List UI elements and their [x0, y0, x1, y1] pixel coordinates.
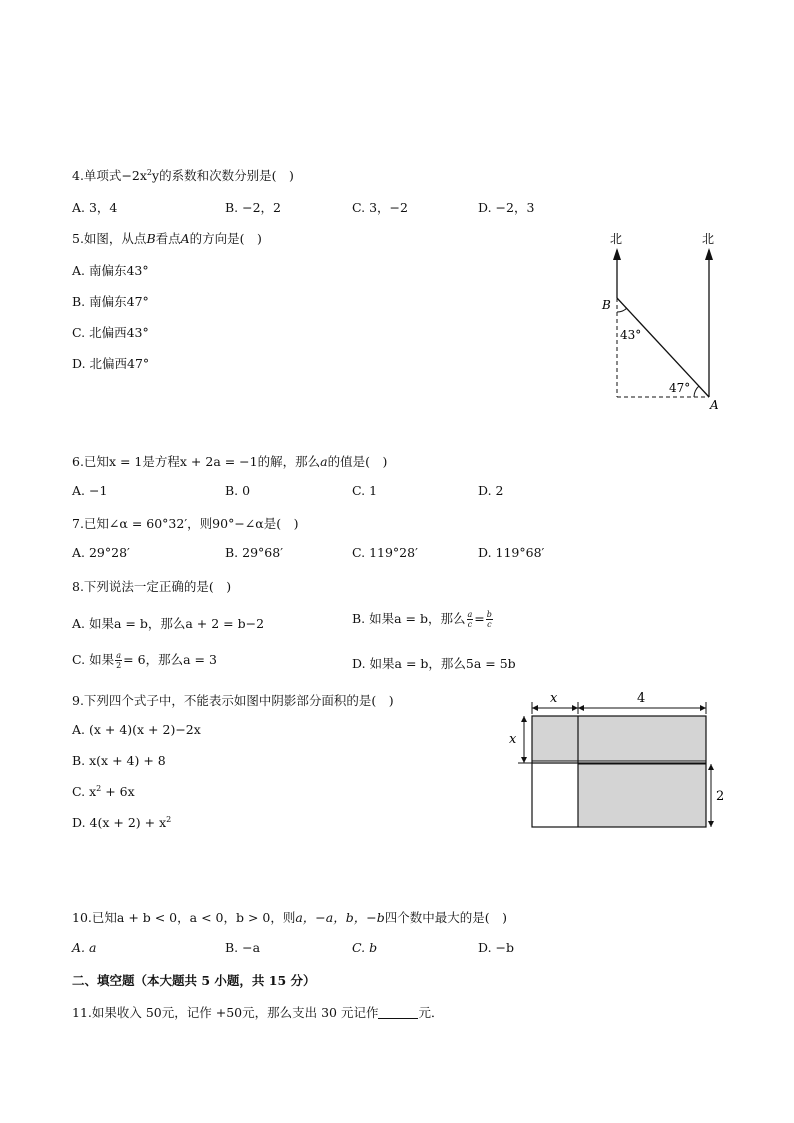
north-arrowhead-b-icon: [613, 248, 621, 260]
north-label-b: 北: [610, 232, 623, 246]
q4-option-d[interactable]: D. −2，3: [478, 200, 535, 215]
angle-47-label: 47°: [669, 381, 691, 395]
question-9-stem: 9.下列四个式子中，不能表示如图中阴影部分面积的是( ): [72, 693, 394, 708]
north-label-a: 北: [702, 232, 715, 246]
angle-43-label: 43°: [620, 328, 642, 342]
question-11-stem: 11.如果收入 50元，记作 +50元，那么支出 30 元记作 元．: [72, 1005, 444, 1020]
segment-ba: [617, 298, 709, 397]
label-2: 2: [716, 789, 725, 804]
q5-option-a[interactable]: A. 南偏东43°: [72, 263, 149, 278]
north-arrowhead-a-icon: [705, 248, 713, 260]
question-10-stem: 10.已知a + b < 0，a < 0，b > 0，则a，−a，b，−b四个数中最大的是( ): [72, 910, 507, 925]
q5-option-c[interactable]: C. 北偏西43°: [72, 325, 149, 340]
question-4-stem: 4.单项式$-2x^2y$的系数和次数分别是( ): [72, 168, 294, 183]
q4-option-b[interactable]: B. −2，2: [225, 200, 282, 215]
q6-option-a[interactable]: A. −1: [72, 483, 108, 498]
label-x-top: x: [550, 691, 558, 706]
q9-option-b[interactable]: B. x(x + 4) + 8: [72, 753, 166, 768]
q10-option-b[interactable]: B. −a: [225, 940, 261, 955]
direction-figure: [590, 228, 730, 418]
q10-option-c[interactable]: C. b: [352, 940, 378, 955]
label-x-left: x: [509, 732, 517, 747]
fraction-a-over-2: $\frac{a}{2}$: [116, 651, 122, 670]
q8-option-a[interactable]: A. 如果a = b，那么a + 2 = b−2: [72, 616, 265, 631]
q10-option-d[interactable]: D. −b: [478, 940, 514, 955]
answer-blank[interactable]: [378, 1006, 418, 1019]
question-5-stem: 5.如图，从点B看点A的方向是( ): [72, 231, 262, 246]
angle-arc-b: [617, 308, 627, 312]
q7-option-a[interactable]: A. 29°28′: [72, 545, 130, 560]
section-2-title: 二、填空题（本大题共 5 小题，共 15 分）: [72, 973, 316, 988]
question-7-stem: 7.已知∠α = 60°32′，则90°−∠α是( ): [72, 516, 299, 531]
q9-option-d[interactable]: D. $4(x + 2) + x^2$: [72, 815, 172, 830]
q7-option-c[interactable]: C. 119°28′: [352, 545, 418, 560]
q6-option-c[interactable]: C. 1: [352, 483, 378, 498]
shaded-square-x: [532, 716, 578, 761]
q10-option-a[interactable]: A. a: [72, 940, 97, 955]
q5-option-d[interactable]: D. 北偏西47°: [72, 356, 150, 371]
q9-option-c[interactable]: C. $x^2 + 6x$: [72, 784, 135, 799]
q8-option-b[interactable]: B. 如果a = b，那么 $\frac{a}{c}$ = $\frac{b}{c}$: [352, 610, 492, 629]
point-b-label: B: [602, 298, 611, 312]
question-8-stem: 8.下列说法一定正确的是( ): [72, 579, 232, 594]
q8-option-d[interactable]: D. 如果a = b，那么5a = 5b: [352, 656, 516, 671]
fraction-a-over-c: $\frac{a}{c}$: [467, 610, 473, 629]
q7-option-b[interactable]: B. 29°68′: [225, 545, 284, 560]
shaded-rect-4x: [578, 716, 706, 761]
q5-option-b[interactable]: B. 南偏东47°: [72, 294, 149, 309]
fraction-b-over-c: $\frac{b}{c}$: [486, 610, 492, 629]
q8-option-c[interactable]: C. 如果 $\frac{a}{2}$ = 6，那么a = 3: [72, 651, 217, 670]
label-4: 4: [637, 691, 646, 706]
point-a-label: A: [710, 398, 719, 412]
q4-option-a[interactable]: A. 3，4: [72, 200, 118, 215]
q9-option-a[interactable]: A. (x + 4)(x + 2)−2x: [72, 722, 201, 737]
shaded-rect-4x2: [578, 764, 706, 827]
angle-arc-a: [694, 386, 699, 397]
q6-option-d[interactable]: D. 2: [478, 483, 504, 498]
area-figure: [505, 688, 730, 833]
q4-option-c[interactable]: C. 3，−2: [352, 200, 408, 215]
q7-option-d[interactable]: D. 119°68′: [478, 545, 545, 560]
question-6-stem: 6.已知x = 1是方程x + 2a = −1的解，那么a的值是( ): [72, 454, 388, 469]
q6-option-b[interactable]: B. 0: [225, 483, 251, 498]
